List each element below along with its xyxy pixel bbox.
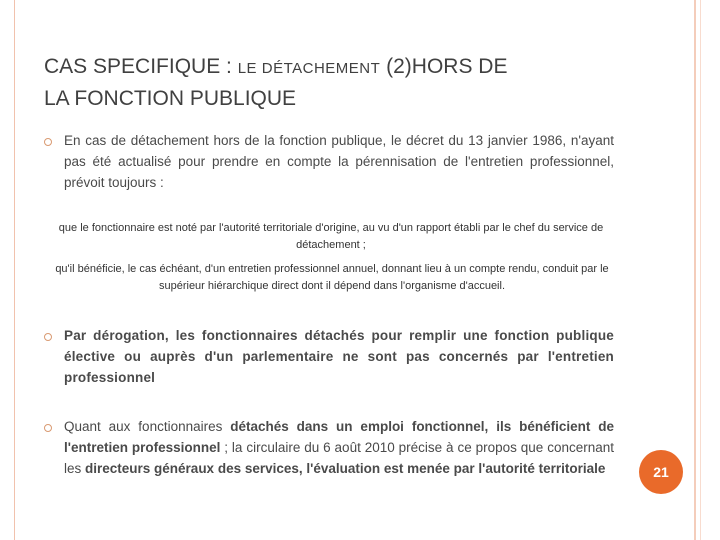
bullet3-text-emphasis-1: détachés dans un emploi fonctionnel, ils bénéficient de l'entretien professionnel	[64, 419, 614, 455]
sub-paragraph-1: que le fonctionnaire est noté par l'autorité territoriale d'origine, au vu d'un rapport établi par le chef du service de détachement ;	[58, 222, 604, 251]
bullet-circle-icon	[44, 424, 52, 432]
sub-paragraph-2: qu'il bénéficie, le cas échéant, d'un entretien professionnel annuel, donnant lieu à un compte rendu, conduit par le supérieur hiérarchique direct dont il dépend dans l'organisme d'accueil.	[55, 263, 609, 292]
page-number-badge	[639, 450, 683, 494]
bullet3-text-intro: Quant aux fonctionnaires	[64, 419, 231, 434]
title-part-hors: HORS DE	[411, 55, 508, 78]
title-part-cas: CAS SPECIFIQUE :	[44, 55, 238, 78]
slide-frame-right-line-thin	[700, 0, 701, 540]
bullet-paragraph-3	[64, 416, 614, 479]
title-part-number: (2)	[380, 55, 412, 78]
title-line-2: LA FONCTION PUBLIQUE	[44, 87, 297, 110]
bullet-paragraph-1: En cas de détachement hors de la fonction publique, le décret du 13 janvier 1986, n'ayant pas été actualisé pour prendre en compte la pérennisation de l'entretien professionnel, prévoit toujours :	[64, 133, 614, 190]
slide-frame-right-line	[694, 0, 696, 540]
bullet3-text-middle: ; la circulaire du 6 août 2010 précise à ce propos que concernant les	[64, 440, 614, 476]
slide-frame-left-line	[14, 0, 15, 540]
title-part-detachement: LE DÉTACHEMENT	[237, 60, 381, 77]
bullet-circle-icon	[44, 333, 52, 341]
slide-title	[44, 52, 644, 114]
page-number: 21	[653, 464, 669, 480]
bullet3-text-emphasis-2: directeurs généraux des services, l'évaluation est menée par l'autorité territoriale	[85, 461, 606, 476]
bullet-circle-icon	[44, 138, 52, 146]
bullet-paragraph-2: Par dérogation, les fonctionnaires détachés pour remplir une fonction publique élective ou auprès d'un parlementaire ne sont pas concernés par l'entretien professionnel	[64, 328, 614, 385]
